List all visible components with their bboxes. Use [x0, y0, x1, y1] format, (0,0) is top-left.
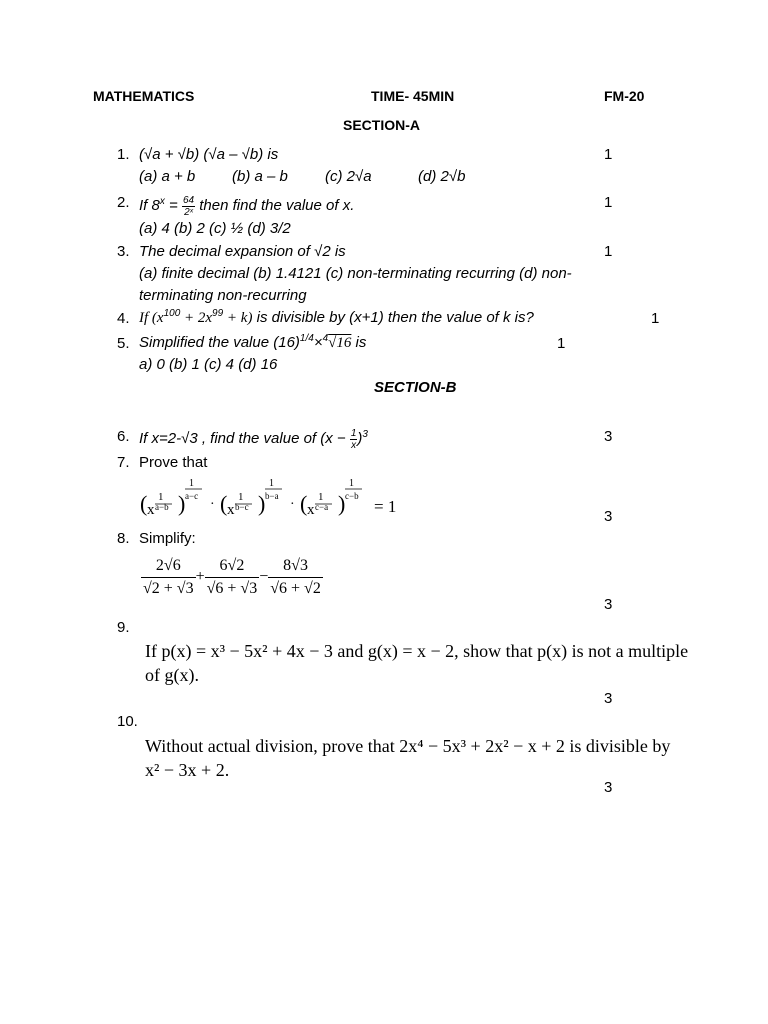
q10-line1: Without actual division, prove that 2x⁴ − 5x³ + 2x² − x + 2 is divisible by — [145, 736, 671, 756]
full-marks-label: FM-20 — [604, 88, 645, 104]
q8-term1-num: 2√6 — [141, 555, 196, 578]
q2-exponent: x — [159, 196, 165, 207]
q8-term-3 — [268, 555, 323, 600]
q7-outer-num-2: 1 — [269, 478, 274, 489]
q8-stem: Simplify: — [139, 530, 196, 547]
q7-inner-exp-3: c−a — [315, 502, 329, 512]
q7-expression-svg — [140, 477, 410, 527]
q3-number: 3. — [117, 243, 130, 260]
q1-option-c: (c) 2√a — [325, 168, 372, 185]
q6-number: 6. — [117, 428, 130, 445]
q9-line1: If p(x) = x³ − 5x² + 4x − 3 and g(x) = x − 2, show that p(x) is not a multiple — [145, 641, 689, 661]
q8-number: 8. — [117, 530, 130, 547]
q6-stem-pre: If x=2-√3 , find the value of (x − — [139, 430, 350, 447]
section-b-title: SECTION-B — [374, 379, 457, 396]
q7-number: 7. — [117, 454, 130, 471]
q6-exp: 3 — [362, 429, 368, 440]
q8-term3-num: 8√3 — [268, 555, 323, 578]
q7-paren-open-1: ( — [140, 491, 148, 516]
q7-dot-1: · — [210, 497, 215, 512]
q10-marks: 3 — [604, 779, 613, 796]
q7-base-1: x — [147, 502, 155, 518]
q2-frac-denominator: 2ˣ — [184, 206, 193, 218]
q8-term-2 — [205, 555, 260, 600]
q4-expr-end: + k) — [223, 310, 253, 326]
section-a-title: SECTION-A — [343, 117, 420, 133]
q4-stem-post: is divisible by (x+1) then the value of k is? — [252, 309, 534, 326]
q5-exp: 1/4 — [299, 333, 314, 344]
q7-base-2: x — [227, 502, 235, 518]
q7-outer-den-3: c−b — [345, 491, 359, 501]
q7-stem: Prove that — [139, 454, 208, 471]
q5-number: 5. — [117, 335, 130, 352]
q8-term2-num: 6√2 — [205, 555, 260, 578]
q2-frac-numerator: 64 — [182, 194, 195, 206]
q2-stem-pre: If 8 — [139, 197, 160, 214]
q8-term3-den: √6 + √2 — [270, 580, 321, 597]
q6-stem — [139, 422, 368, 452]
q3-stem: The decimal expansion of √2 is — [139, 243, 346, 260]
q7-inner-exp-1: a−b — [155, 502, 169, 512]
time-label: TIME- 45MIN — [371, 88, 455, 104]
q5-marks: 1 — [557, 335, 566, 352]
q5-root-index: 4 — [322, 333, 329, 344]
q3-marks: 1 — [604, 243, 613, 260]
q9-number: 9. — [117, 619, 130, 636]
q5-stem-pre: Simplified the value (16) — [139, 334, 300, 351]
q1-marks: 1 — [604, 146, 613, 163]
q10-number: 10. — [117, 713, 138, 730]
q4-expr-start: If (x — [139, 310, 164, 326]
q9-line2: of g(x). — [145, 665, 199, 685]
q8-term-1 — [141, 555, 196, 600]
q2-stem: If 8$^x$ = $\frac{64}{\text{2ˣ}}$ then find the value of x. — [139, 194, 355, 218]
q5-stem-post: is — [351, 334, 367, 351]
q7-frac1-num: 1 — [158, 491, 164, 503]
q4-exp-100: 100 — [163, 308, 181, 319]
q9-marks: 3 — [604, 690, 613, 707]
q2-number: 2. — [117, 194, 130, 211]
q1-stem: (√a + √b) (√a – √b) is — [139, 146, 279, 163]
q7-frac3-num: 1 — [318, 491, 324, 503]
q7-dot-2: · — [290, 497, 295, 512]
q5-stem — [139, 333, 366, 352]
q8-minus: − — [259, 568, 269, 586]
q1-option-d: (d) 2√b — [418, 168, 466, 185]
q8-term2-den: √6 + √3 — [206, 580, 258, 597]
q1-option-b: (b) a – b — [232, 168, 288, 185]
q7-base-3: x — [307, 502, 315, 518]
q7-equals-one: = 1 — [374, 497, 397, 516]
q4-marks: 1 — [651, 310, 660, 327]
q7-paren-close-1: ) — [178, 491, 186, 516]
q7-outer-num-3: 1 — [349, 478, 354, 489]
q1-option-a: (a) a + b — [139, 168, 196, 185]
q4-number: 4. — [117, 310, 130, 327]
q7-marks: 3 — [604, 508, 613, 525]
q5-options: a) 0 (b) 1 (c) 4 (d) 16 — [139, 356, 278, 373]
q3-options-line2: terminating non-recurring — [139, 287, 307, 304]
subject-title: MATHEMATICS — [93, 88, 195, 104]
q4-exp-99: 99 — [212, 308, 224, 319]
q10-line2: x² − 3x + 2. — [145, 760, 230, 780]
q7-outer-den-1: a−c — [185, 491, 199, 501]
q7-paren-close-2: ) — [258, 491, 266, 516]
q5-times: × — [313, 334, 323, 351]
q7-outer-den-2: b−a — [265, 491, 279, 501]
q4-stem — [139, 308, 534, 327]
q5-root: √16 — [328, 335, 352, 351]
q7-paren-close-3: ) — [338, 491, 346, 516]
q8-expression — [141, 555, 323, 600]
q1-number: 1. — [117, 146, 130, 163]
q8-plus: + — [195, 568, 205, 586]
q2-options: (a) 4 (b) 2 (c) ½ (d) 3/2 — [139, 220, 291, 237]
q6-stem-post: ) — [357, 430, 363, 447]
q7-frac2-num: 1 — [238, 491, 244, 503]
q8-marks: 3 — [604, 596, 613, 613]
q2-stem-post: then find the value of x. — [199, 197, 355, 214]
q7-inner-exp-2: b−c — [235, 502, 249, 512]
q7-paren-open-3: ( — [300, 491, 308, 516]
q6-marks: 3 — [604, 428, 613, 445]
q2-marks: 1 — [604, 194, 613, 211]
q3-options-line1: (a) finite decimal (b) 1.4121 (c) non-terminating recurring (d) non- — [139, 265, 572, 282]
q8-term1-den: √2 + √3 — [143, 580, 194, 597]
q7-outer-num-1: 1 — [189, 478, 194, 489]
q2-fraction — [182, 195, 195, 218]
q7-expression — [140, 477, 410, 532]
q6-frac-numerator: 1 — [350, 427, 357, 439]
q6-frac-denominator: x — [351, 439, 357, 451]
q7-paren-open-2: ( — [220, 491, 228, 516]
q4-expr-mid: + 2x — [180, 310, 213, 326]
